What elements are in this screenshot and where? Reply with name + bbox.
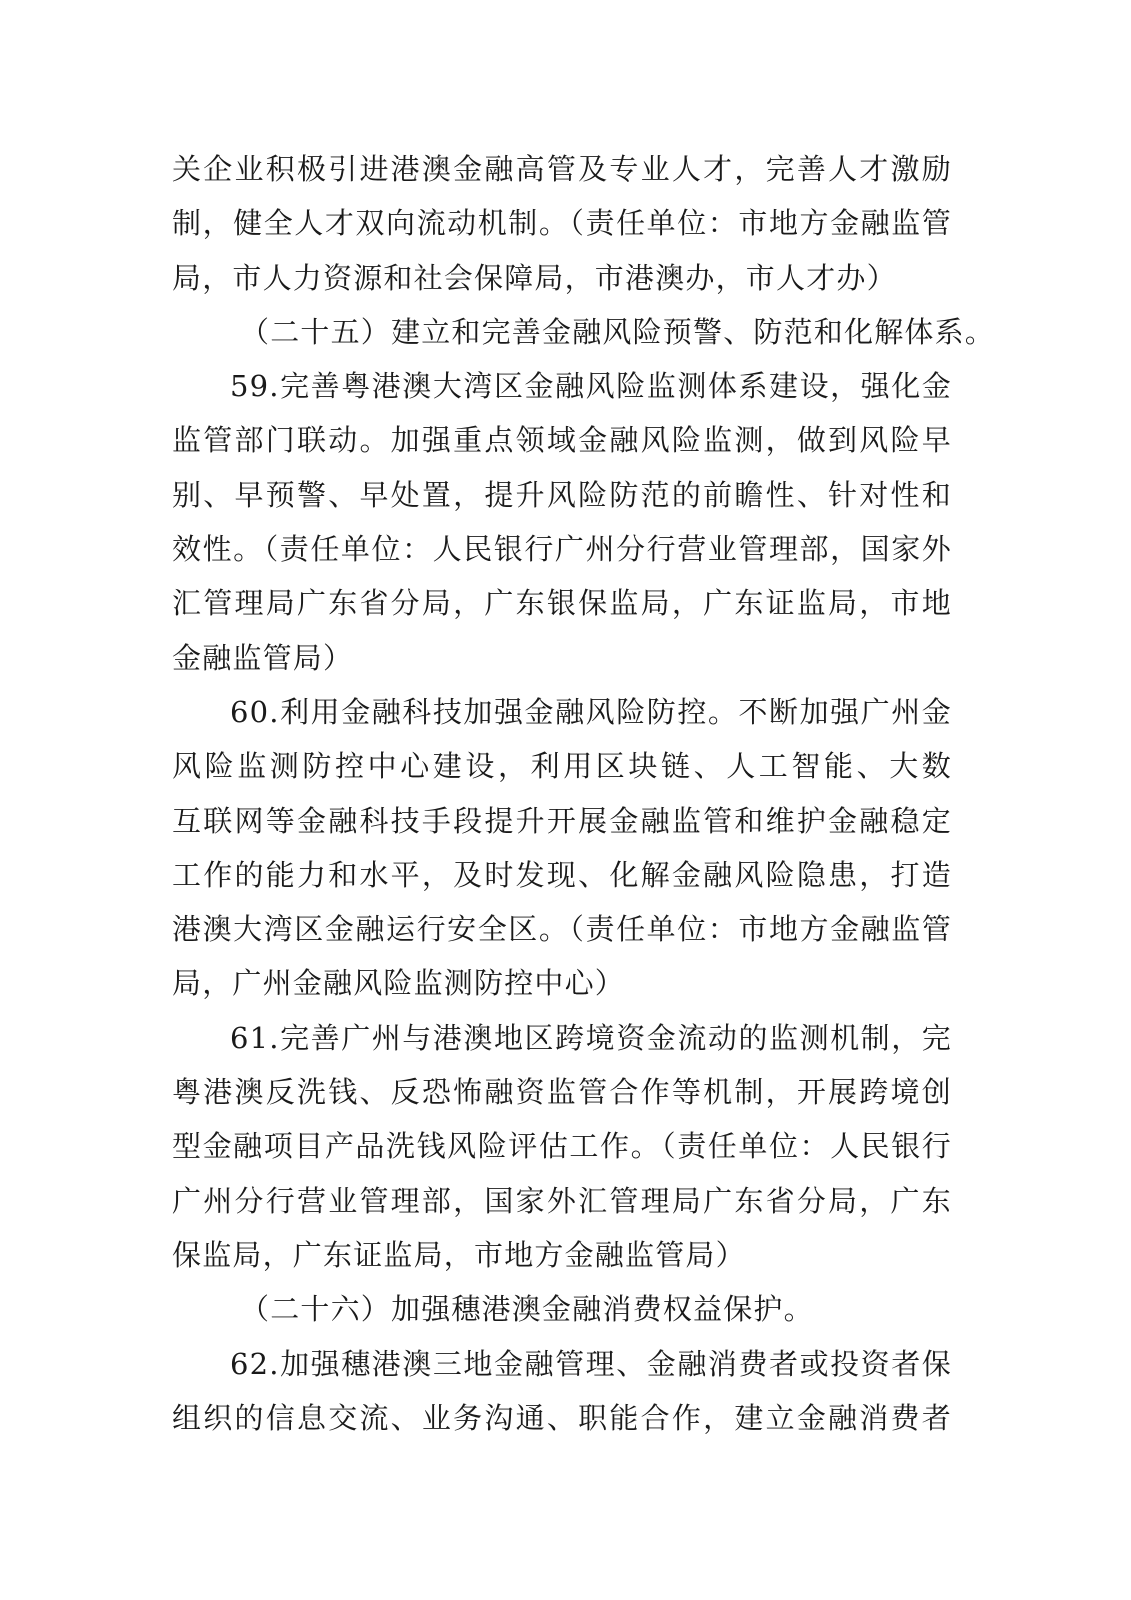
text-line: 广州分行营业管理部，国家外汇管理局广东省分局，广东 [172,1183,952,1218]
text-line: 港澳大湾区金融运行安全区。（责任单位：市地方金融监管 [172,912,952,947]
text-line: 保监局，广东证监局，市地方金融监管局） [172,1237,746,1272]
text-line: 金融监管局） [172,640,354,675]
item-first-line: 59.完善粤港澳大湾区金融风险监测体系建设，强化金 [230,369,952,404]
text-line: 监管部门联动。加强重点领域金融风险监测，做到风险早 [172,423,952,458]
text-line: 粤港澳反洗钱、反恐怖融资监管合作等机制，开展跨境创 [172,1075,952,1110]
text-line: 局，广州金融风险监测防控中心） [172,966,626,1001]
text-line: 风险监测防控中心建设，利用区块链、人工智能、大数 [172,749,952,784]
document-body [172,142,996,1445]
item-first-line: 61.完善广州与港澳地区跨境资金流动的监测机制，完 [230,1020,952,1055]
item-first-line: 60.利用金融科技加强金融风险防控。不断加强广州金 [230,694,952,729]
section-heading: （二十六）加强穗港澳金融消费权益保护。 [240,1292,814,1327]
text-line: 工作的能力和水平，及时发现、化解金融风险隐患，打造 [172,857,952,892]
text-line: 局，市人力资源和社会保障局，市港澳办，市人才办） [172,260,897,295]
text-line: 组织的信息交流、业务沟通、职能合作，建立金融消费者 [172,1400,952,1435]
text-line: 效性。（责任单位：人民银行广州分行营业管理部，国家外 [172,532,952,567]
text-line: 别、早预警、早处置，提升风险防范的前瞻性、针对性和 [172,477,952,512]
text-line: 互联网等金融科技手段提升开展金融监管和维护金融稳定 [172,803,952,838]
item-first-line: 62.加强穗港澳三地金融管理、金融消费者或投资者保 [230,1346,952,1381]
text-line: 制，健全人才双向流动机制。（责任单位：市地方金融监管 [172,206,952,241]
text-line: 关企业积极引进港澳金融高管及专业人才，完善人才激励 [172,152,952,186]
text-line: 汇管理局广东省分局，广东银保监局，广东证监局，市地 [172,586,952,621]
section-heading: （二十五）建立和完善金融风险预警、防范和化解体系。 [240,314,996,349]
text-line: 型金融项目产品洗钱风险评估工作。（责任单位：人民银行 [172,1129,952,1164]
